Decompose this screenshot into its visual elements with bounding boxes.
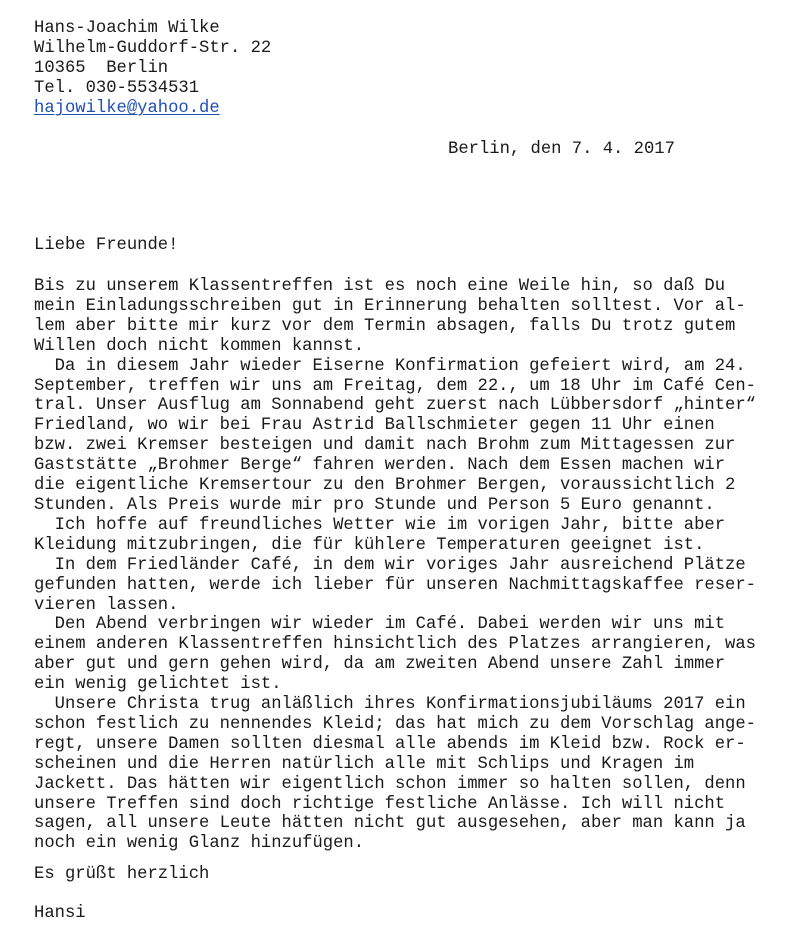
body-line: Kleidung mitzubringen, die für kühlere Temperaturen geeignet ist. bbox=[34, 535, 705, 555]
body-line: Unsere Christa trug anläßlich ihres Konfirmationsjubiläums 2017 ein bbox=[34, 695, 746, 715]
sender-street: Wilhelm-Guddorf-Str. 22 bbox=[34, 39, 272, 58]
body-line: Da in diesem Jahr wieder Eiserne Konfirmation gefeiert wird, am 24. bbox=[34, 356, 746, 376]
body-line: schon festlich zu nennendes Kleid; das hat mich zu dem Vorschlag ange- bbox=[34, 714, 756, 734]
body-line: Den Abend verbringen wir wieder im Café. Dabei werden wir uns mit bbox=[34, 615, 726, 635]
body-line: vieren lassen. bbox=[34, 595, 179, 615]
body-line: regt, unsere Damen sollten diesmal alle abends im Kleid bzw. Rock er- bbox=[34, 734, 746, 754]
letter-date: Berlin, den 7. 4. 2017 bbox=[448, 140, 675, 159]
letter-body bbox=[34, 277, 756, 854]
body-line: Stunden. Als Preis wurde mir pro Stunde und Person 5 Euro genannt. bbox=[34, 495, 715, 515]
sender-city: 10365 Berlin bbox=[34, 59, 169, 78]
sender-phone: Tel. 030-5534531 bbox=[34, 79, 200, 98]
body-line: September, treffen wir uns am Freitag, dem 22., um 18 Uhr im Café Cen- bbox=[34, 376, 756, 396]
sender-email-link[interactable]: hajowilke@yahoo.de bbox=[34, 99, 220, 118]
sender-name: Hans-Joachim Wilke bbox=[34, 19, 220, 38]
body-line: ein wenig gelichtet ist. bbox=[34, 675, 282, 695]
body-line: einem anderen Klassentreffen hinsichtlich des Platzes arrangieren, was bbox=[34, 635, 756, 655]
body-line: Bis zu unserem Klassentreffen ist es noch eine Weile hin, so daß Du bbox=[34, 277, 726, 296]
body-line: tral. Unser Ausflug am Sonnabend geht zuerst nach Lübbersdorf „hinter“ bbox=[34, 396, 756, 416]
closing: Es grüßt herzlich bbox=[34, 865, 210, 884]
body-line: bzw. zwei Kremser besteigen und damit nach Brohm zum Mittagessen zur bbox=[34, 436, 736, 456]
body-line: die eigentliche Kremsertour zu den Brohmer Bergen, voraussichtlich 2 bbox=[34, 476, 736, 496]
body-line: unsere Treffen sind doch richtige festliche Anlässe. Ich will nicht bbox=[34, 794, 726, 814]
body-line: aber gut und gern gehen wird, da am zweiten Abend unsere Zahl immer bbox=[34, 655, 726, 675]
body-line: Jackett. Das hätten wir eigentlich schon immer so halten sollen, denn bbox=[34, 774, 746, 794]
body-line: scheinen und die Herren natürlich alle mit Schlips und Kragen im bbox=[34, 754, 695, 774]
salutation: Liebe Freunde! bbox=[34, 236, 179, 255]
body-line: lem aber bitte mir kurz vor dem Termin absagen, falls Du trotz gutem bbox=[34, 316, 736, 336]
body-line: Friedland, wo wir bei Frau Astrid Ballschmieter gegen 11 Uhr einen bbox=[34, 416, 715, 436]
body-line: noch ein wenig Glanz hinzufügen. bbox=[34, 834, 365, 854]
sender-address-block bbox=[34, 19, 271, 119]
body-line: sagen, all unsere Leute hätten nicht gut ausgesehen, aber man kann ja bbox=[34, 814, 746, 834]
body-line: Willen doch nicht kommen kannst. bbox=[34, 336, 365, 356]
signature: Hansi bbox=[34, 904, 86, 923]
body-line: Ich hoffe auf freundliches Wetter wie im vorigen Jahr, bitte aber bbox=[34, 515, 726, 535]
body-line: mein Einladungsschreiben gut in Erinnerung behalten solltest. Vor al- bbox=[34, 296, 746, 316]
body-line: Gaststätte „Brohmer Berge“ fahren werden. Nach dem Essen machen wir bbox=[34, 456, 726, 476]
body-line: In dem Friedländer Café, in dem wir voriges Jahr ausreichend Plätze bbox=[34, 555, 746, 575]
body-line: gefunden hatten, werde ich lieber für unseren Nachmittagskaffee reser- bbox=[34, 575, 756, 595]
